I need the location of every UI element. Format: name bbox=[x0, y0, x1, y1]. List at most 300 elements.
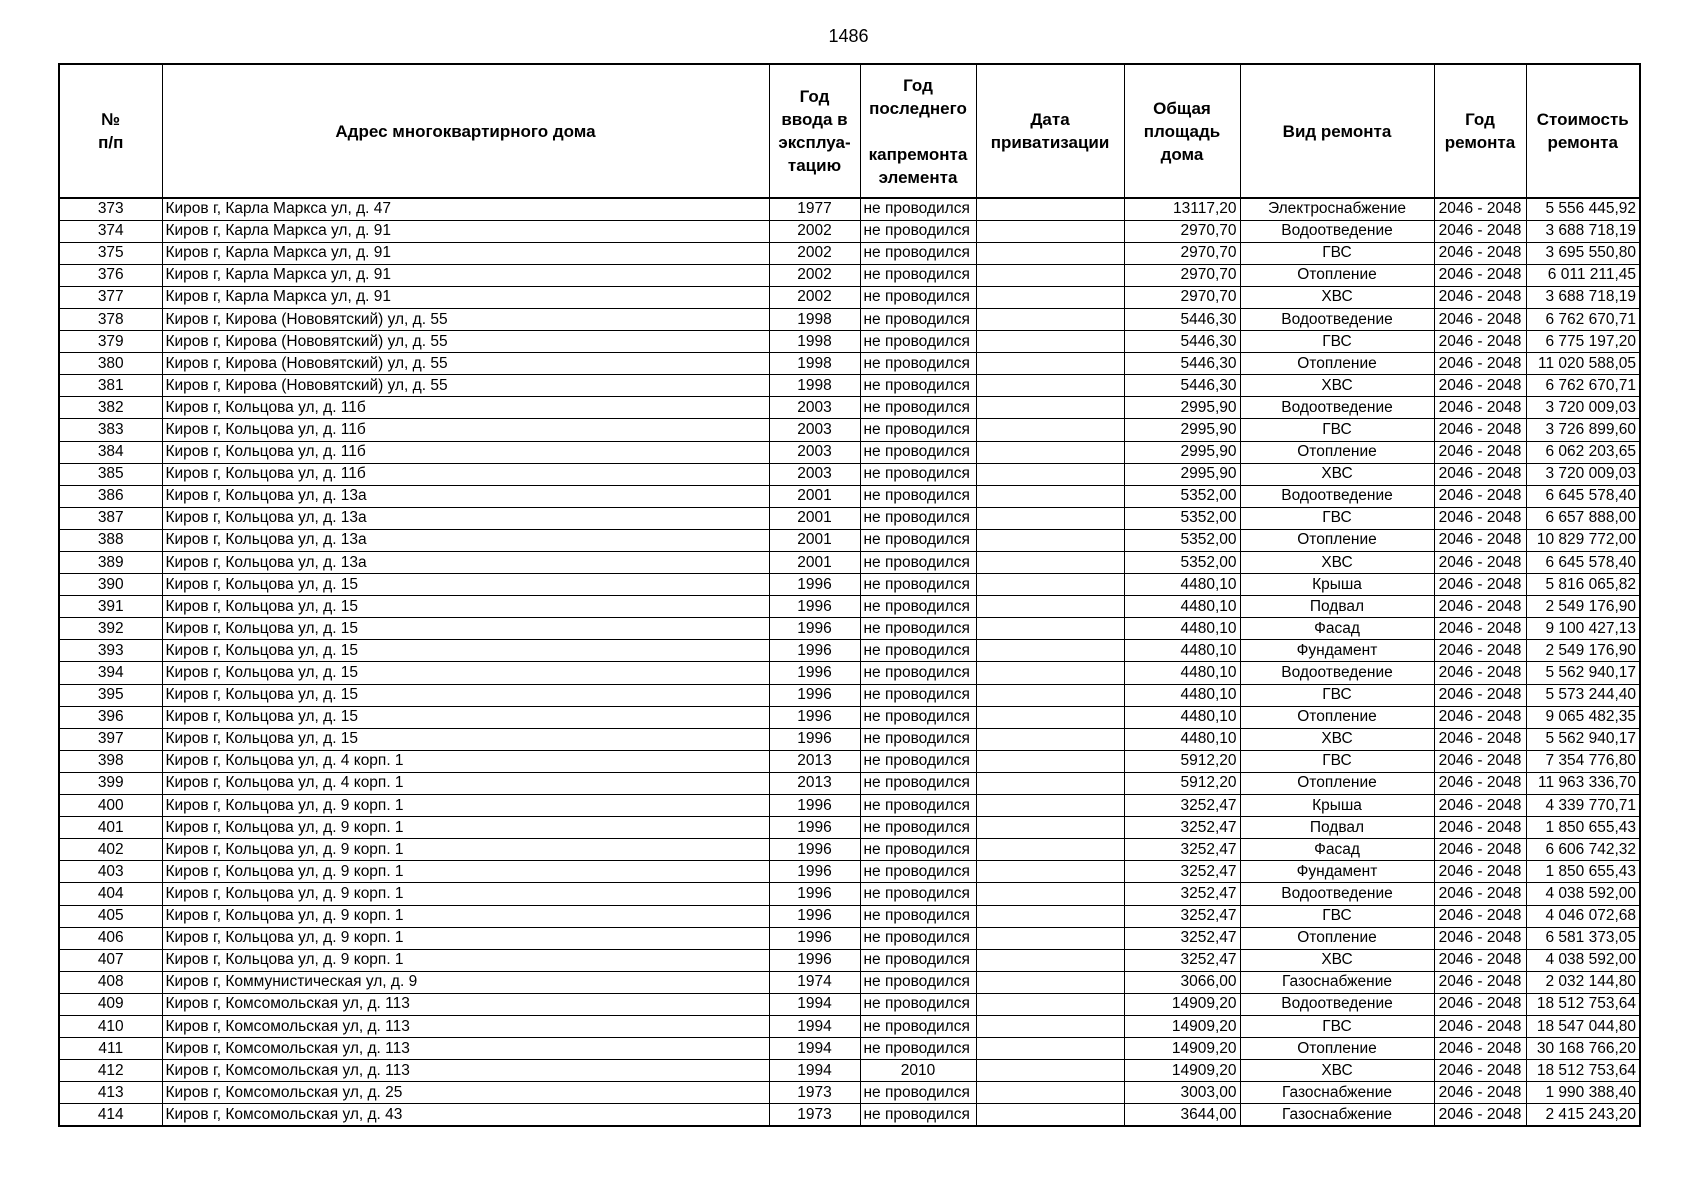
cell-area: 2970,70 bbox=[1124, 242, 1240, 264]
cell-repair-type: ГВС bbox=[1240, 750, 1434, 772]
cell-repair-type: Отопление bbox=[1240, 772, 1434, 794]
cell-address: Киров г, Кирова (Нововятский) ул, д. 55 bbox=[162, 331, 769, 353]
cell-repair-year: 2046 - 2048 bbox=[1434, 618, 1526, 640]
cell-address: Киров г, Комсомольская ул, д. 25 bbox=[162, 1082, 769, 1104]
cell-cost: 2 032 144,80 bbox=[1526, 971, 1640, 993]
cell-privatization bbox=[976, 706, 1124, 728]
cell-year-built: 1977 bbox=[769, 198, 860, 220]
cell-year-built: 1996 bbox=[769, 883, 860, 905]
cell-last-repair: не проводился bbox=[860, 286, 976, 308]
cell-num: 400 bbox=[59, 795, 162, 817]
cell-repair-type: Крыша bbox=[1240, 574, 1434, 596]
cell-last-repair: не проводился bbox=[860, 618, 976, 640]
cell-repair-type: ХВС bbox=[1240, 463, 1434, 485]
cell-privatization bbox=[976, 1015, 1124, 1037]
header-year-built-label: Год ввода в эксплуа- тацию bbox=[778, 87, 851, 175]
cell-repair-type: ГВС bbox=[1240, 684, 1434, 706]
cell-address: Киров г, Карла Маркса ул, д. 91 bbox=[162, 242, 769, 264]
cell-address: Киров г, Кольцова ул, д. 9 корп. 1 bbox=[162, 795, 769, 817]
cell-repair-type: Водоотведение bbox=[1240, 662, 1434, 684]
table-row bbox=[59, 198, 1640, 220]
cell-repair-type: Отопление bbox=[1240, 353, 1434, 375]
cell-address: Киров г, Кольцова ул, д. 11б bbox=[162, 463, 769, 485]
cell-last-repair: не проводился bbox=[860, 375, 976, 397]
cell-last-repair: не проводился bbox=[860, 640, 976, 662]
cell-repair-year: 2046 - 2048 bbox=[1434, 353, 1526, 375]
header-privatization-label: Дата приватизации bbox=[990, 110, 1110, 152]
cell-last-repair: не проводился bbox=[860, 397, 976, 419]
table-row bbox=[59, 839, 1640, 861]
cell-last-repair: не проводился bbox=[860, 927, 976, 949]
cell-repair-type: ХВС bbox=[1240, 286, 1434, 308]
header-last-repair-label: Год последнего капремонта элемента bbox=[868, 75, 968, 187]
cell-cost: 6 011 211,45 bbox=[1526, 264, 1640, 286]
cell-num: 396 bbox=[59, 706, 162, 728]
cell-area: 14909,20 bbox=[1124, 1060, 1240, 1082]
cell-address: Киров г, Комсомольская ул, д. 113 bbox=[162, 1060, 769, 1082]
cell-address: Киров г, Карла Маркса ул, д. 47 bbox=[162, 198, 769, 220]
cell-address: Киров г, Кольцова ул, д. 4 корп. 1 bbox=[162, 750, 769, 772]
cell-privatization bbox=[976, 574, 1124, 596]
cell-num: 405 bbox=[59, 905, 162, 927]
cell-address: Киров г, Кольцова ул, д. 9 корп. 1 bbox=[162, 839, 769, 861]
table-row bbox=[59, 441, 1640, 463]
cell-privatization bbox=[976, 397, 1124, 419]
cell-cost: 6 762 670,71 bbox=[1526, 375, 1640, 397]
table-row bbox=[59, 817, 1640, 839]
cell-repair-type: Газоснабжение bbox=[1240, 1104, 1434, 1126]
cell-repair-year: 2046 - 2048 bbox=[1434, 397, 1526, 419]
cell-cost: 7 354 776,80 bbox=[1526, 750, 1640, 772]
cell-area: 4480,10 bbox=[1124, 662, 1240, 684]
table-row bbox=[59, 927, 1640, 949]
cell-privatization bbox=[976, 375, 1124, 397]
cell-privatization bbox=[976, 971, 1124, 993]
cell-cost: 3 695 550,80 bbox=[1526, 242, 1640, 264]
cell-repair-year: 2046 - 2048 bbox=[1434, 441, 1526, 463]
cell-area: 4480,10 bbox=[1124, 684, 1240, 706]
table-row bbox=[59, 728, 1640, 750]
cell-address: Киров г, Кольцова ул, д. 15 bbox=[162, 684, 769, 706]
cell-cost: 5 562 940,17 bbox=[1526, 728, 1640, 750]
cell-repair-year: 2046 - 2048 bbox=[1434, 574, 1526, 596]
cell-year-built: 1973 bbox=[769, 1104, 860, 1126]
cell-privatization bbox=[976, 662, 1124, 684]
cell-last-repair: не проводился bbox=[860, 463, 976, 485]
cell-address: Киров г, Кольцова ул, д. 13а bbox=[162, 529, 769, 551]
cell-address: Киров г, Кольцова ул, д. 15 bbox=[162, 728, 769, 750]
table-header bbox=[59, 64, 1640, 198]
cell-repair-type: ХВС bbox=[1240, 949, 1434, 971]
cell-year-built: 2003 bbox=[769, 463, 860, 485]
cell-repair-year: 2046 - 2048 bbox=[1434, 419, 1526, 441]
cell-last-repair: не проводился bbox=[860, 706, 976, 728]
cell-repair-type: Водоотведение bbox=[1240, 993, 1434, 1015]
cell-num: 401 bbox=[59, 817, 162, 839]
header-privatization bbox=[976, 64, 1124, 198]
cell-num: 413 bbox=[59, 1082, 162, 1104]
cell-cost: 2 549 176,90 bbox=[1526, 596, 1640, 618]
table-row bbox=[59, 375, 1640, 397]
cell-year-built: 2002 bbox=[769, 242, 860, 264]
cell-repair-type: Отопление bbox=[1240, 441, 1434, 463]
table-row bbox=[59, 1060, 1640, 1082]
cell-repair-year: 2046 - 2048 bbox=[1434, 331, 1526, 353]
header-area bbox=[1124, 64, 1240, 198]
cell-privatization bbox=[976, 839, 1124, 861]
cell-year-built: 1996 bbox=[769, 706, 860, 728]
table-row bbox=[59, 883, 1640, 905]
header-row bbox=[59, 64, 1640, 198]
cell-repair-year: 2046 - 2048 bbox=[1434, 993, 1526, 1015]
cell-repair-year: 2046 - 2048 bbox=[1434, 1082, 1526, 1104]
cell-area: 13117,20 bbox=[1124, 198, 1240, 220]
cell-cost: 9 100 427,13 bbox=[1526, 618, 1640, 640]
cell-privatization bbox=[976, 220, 1124, 242]
cell-last-repair: не проводился bbox=[860, 198, 976, 220]
cell-repair-type: ГВС bbox=[1240, 419, 1434, 441]
cell-area: 3252,47 bbox=[1124, 861, 1240, 883]
cell-privatization bbox=[976, 817, 1124, 839]
cell-last-repair: не проводился bbox=[860, 971, 976, 993]
cell-year-built: 1996 bbox=[769, 728, 860, 750]
cell-year-built: 1998 bbox=[769, 375, 860, 397]
cell-cost: 1 850 655,43 bbox=[1526, 861, 1640, 883]
cell-area: 14909,20 bbox=[1124, 1038, 1240, 1060]
cell-year-built: 2003 bbox=[769, 419, 860, 441]
cell-area: 3252,47 bbox=[1124, 839, 1240, 861]
cell-address: Киров г, Кольцова ул, д. 15 bbox=[162, 706, 769, 728]
table-row bbox=[59, 552, 1640, 574]
cell-repair-type: Крыша bbox=[1240, 795, 1434, 817]
cell-area: 2995,90 bbox=[1124, 463, 1240, 485]
cell-num: 393 bbox=[59, 640, 162, 662]
cell-area: 2970,70 bbox=[1124, 264, 1240, 286]
cell-year-built: 1998 bbox=[769, 308, 860, 330]
cell-repair-type: Фундамент bbox=[1240, 640, 1434, 662]
cell-cost: 6 581 373,05 bbox=[1526, 927, 1640, 949]
cell-cost: 5 573 244,40 bbox=[1526, 684, 1640, 706]
cell-year-built: 1994 bbox=[769, 1038, 860, 1060]
header-num-label: № п/п bbox=[98, 110, 124, 152]
cell-num: 380 bbox=[59, 353, 162, 375]
table-row bbox=[59, 618, 1640, 640]
cell-num: 377 bbox=[59, 286, 162, 308]
cell-num: 378 bbox=[59, 308, 162, 330]
cell-repair-type: ГВС bbox=[1240, 905, 1434, 927]
cell-cost: 30 168 766,20 bbox=[1526, 1038, 1640, 1060]
cell-area: 5912,20 bbox=[1124, 772, 1240, 794]
cell-year-built: 2013 bbox=[769, 750, 860, 772]
table-row bbox=[59, 507, 1640, 529]
header-cost-label: Стоимость ремонта bbox=[1536, 110, 1629, 152]
cell-privatization bbox=[976, 750, 1124, 772]
cell-privatization bbox=[976, 463, 1124, 485]
cell-address: Киров г, Карла Маркса ул, д. 91 bbox=[162, 264, 769, 286]
cell-repair-year: 2046 - 2048 bbox=[1434, 198, 1526, 220]
cell-area: 3252,47 bbox=[1124, 905, 1240, 927]
cell-repair-year: 2046 - 2048 bbox=[1434, 463, 1526, 485]
cell-num: 388 bbox=[59, 529, 162, 551]
cell-num: 402 bbox=[59, 839, 162, 861]
cell-year-built: 1996 bbox=[769, 684, 860, 706]
cell-privatization bbox=[976, 552, 1124, 574]
table-row bbox=[59, 242, 1640, 264]
table-row bbox=[59, 1104, 1640, 1126]
cell-num: 408 bbox=[59, 971, 162, 993]
cell-cost: 3 688 718,19 bbox=[1526, 286, 1640, 308]
cell-privatization bbox=[976, 927, 1124, 949]
cell-year-built: 2001 bbox=[769, 507, 860, 529]
cell-last-repair: не проводился bbox=[860, 662, 976, 684]
cell-repair-type: Водоотведение bbox=[1240, 883, 1434, 905]
cell-last-repair: не проводился bbox=[860, 220, 976, 242]
table-row bbox=[59, 1082, 1640, 1104]
cell-repair-year: 2046 - 2048 bbox=[1434, 1104, 1526, 1126]
cell-year-built: 1996 bbox=[769, 574, 860, 596]
cell-address: Киров г, Кольцова ул, д. 9 корп. 1 bbox=[162, 927, 769, 949]
cell-area: 14909,20 bbox=[1124, 993, 1240, 1015]
cell-num: 381 bbox=[59, 375, 162, 397]
cell-area: 5446,30 bbox=[1124, 353, 1240, 375]
cell-year-built: 1994 bbox=[769, 1060, 860, 1082]
cell-cost: 4 038 592,00 bbox=[1526, 949, 1640, 971]
table-row bbox=[59, 596, 1640, 618]
cell-cost: 1 850 655,43 bbox=[1526, 817, 1640, 839]
cell-repair-type: Газоснабжение bbox=[1240, 971, 1434, 993]
cell-year-built: 2003 bbox=[769, 441, 860, 463]
cell-area: 5352,00 bbox=[1124, 485, 1240, 507]
cell-repair-year: 2046 - 2048 bbox=[1434, 750, 1526, 772]
cell-num: 391 bbox=[59, 596, 162, 618]
cell-cost: 3 720 009,03 bbox=[1526, 463, 1640, 485]
cell-num: 384 bbox=[59, 441, 162, 463]
cell-cost: 2 549 176,90 bbox=[1526, 640, 1640, 662]
cell-year-built: 1996 bbox=[769, 905, 860, 927]
cell-num: 409 bbox=[59, 993, 162, 1015]
cell-last-repair: не проводился bbox=[860, 949, 976, 971]
cell-repair-year: 2046 - 2048 bbox=[1434, 529, 1526, 551]
cell-num: 374 bbox=[59, 220, 162, 242]
cell-last-repair: не проводился bbox=[860, 1082, 976, 1104]
table-row bbox=[59, 861, 1640, 883]
cell-repair-year: 2046 - 2048 bbox=[1434, 286, 1526, 308]
cell-last-repair: не проводился bbox=[860, 441, 976, 463]
cell-last-repair: не проводился bbox=[860, 353, 976, 375]
cell-area: 5352,00 bbox=[1124, 507, 1240, 529]
header-repair-year-label: Год ремонта bbox=[1444, 110, 1516, 152]
cell-address: Киров г, Кирова (Нововятский) ул, д. 55 bbox=[162, 308, 769, 330]
cell-cost: 11 963 336,70 bbox=[1526, 772, 1640, 794]
cell-last-repair: не проводился bbox=[860, 264, 976, 286]
cell-last-repair: 2010 bbox=[860, 1060, 976, 1082]
cell-area: 3252,47 bbox=[1124, 927, 1240, 949]
cell-repair-year: 2046 - 2048 bbox=[1434, 308, 1526, 330]
cell-privatization bbox=[976, 1104, 1124, 1126]
cell-area: 4480,10 bbox=[1124, 574, 1240, 596]
cell-repair-type: ХВС bbox=[1240, 1060, 1434, 1082]
cell-repair-type: Фасад bbox=[1240, 618, 1434, 640]
cell-area: 5446,30 bbox=[1124, 308, 1240, 330]
table-row bbox=[59, 574, 1640, 596]
cell-repair-type: Отопление bbox=[1240, 927, 1434, 949]
cell-repair-type: ГВС bbox=[1240, 1015, 1434, 1037]
cell-year-built: 1996 bbox=[769, 949, 860, 971]
cell-privatization bbox=[976, 441, 1124, 463]
table-row bbox=[59, 463, 1640, 485]
cell-year-built: 2013 bbox=[769, 772, 860, 794]
cell-address: Киров г, Кольцова ул, д. 11б bbox=[162, 419, 769, 441]
cell-privatization bbox=[976, 485, 1124, 507]
cell-cost: 6 062 203,65 bbox=[1526, 441, 1640, 463]
cell-last-repair: не проводился bbox=[860, 993, 976, 1015]
cell-year-built: 1998 bbox=[769, 331, 860, 353]
cell-repair-year: 2046 - 2048 bbox=[1434, 1060, 1526, 1082]
cell-privatization bbox=[976, 861, 1124, 883]
cell-repair-year: 2046 - 2048 bbox=[1434, 971, 1526, 993]
cell-num: 382 bbox=[59, 397, 162, 419]
header-address-label: Адрес многоквартирного дома bbox=[335, 121, 596, 141]
table-row bbox=[59, 993, 1640, 1015]
cell-area: 5352,00 bbox=[1124, 552, 1240, 574]
cell-cost: 3 688 718,19 bbox=[1526, 220, 1640, 242]
table-row bbox=[59, 662, 1640, 684]
cell-last-repair: не проводился bbox=[860, 574, 976, 596]
cell-address: Киров г, Карла Маркса ул, д. 91 bbox=[162, 220, 769, 242]
cell-repair-type: Отопление bbox=[1240, 264, 1434, 286]
cell-num: 392 bbox=[59, 618, 162, 640]
cell-repair-type: Фундамент bbox=[1240, 861, 1434, 883]
cell-cost: 18 512 753,64 bbox=[1526, 1060, 1640, 1082]
header-repair-type-label: Вид ремонта bbox=[1282, 121, 1392, 141]
cell-address: Киров г, Комсомольская ул, д. 113 bbox=[162, 1038, 769, 1060]
cell-privatization bbox=[976, 242, 1124, 264]
header-repair-year bbox=[1434, 64, 1526, 198]
header-area-label: Общая площадь дома bbox=[1143, 98, 1221, 164]
cell-cost: 2 415 243,20 bbox=[1526, 1104, 1640, 1126]
cell-address: Киров г, Кольцова ул, д. 13а bbox=[162, 507, 769, 529]
cell-address: Киров г, Кольцова ул, д. 9 корп. 1 bbox=[162, 883, 769, 905]
cell-cost: 6 645 578,40 bbox=[1526, 552, 1640, 574]
cell-address: Киров г, Кольцова ул, д. 15 bbox=[162, 574, 769, 596]
cell-last-repair: не проводился bbox=[860, 529, 976, 551]
cell-repair-year: 2046 - 2048 bbox=[1434, 640, 1526, 662]
table-row bbox=[59, 640, 1640, 662]
cell-repair-type: ХВС bbox=[1240, 552, 1434, 574]
cell-repair-year: 2046 - 2048 bbox=[1434, 1038, 1526, 1060]
cell-cost: 5 556 445,92 bbox=[1526, 198, 1640, 220]
table-row bbox=[59, 772, 1640, 794]
table-row bbox=[59, 308, 1640, 330]
cell-privatization bbox=[976, 618, 1124, 640]
cell-cost: 6 775 197,20 bbox=[1526, 331, 1640, 353]
header-year-built bbox=[769, 64, 860, 198]
cell-privatization bbox=[976, 419, 1124, 441]
header-cost bbox=[1526, 64, 1640, 198]
cell-year-built: 2002 bbox=[769, 220, 860, 242]
cell-address: Киров г, Кольцова ул, д. 11б bbox=[162, 441, 769, 463]
cell-last-repair: не проводился bbox=[860, 861, 976, 883]
cell-num: 406 bbox=[59, 927, 162, 949]
cell-area: 2995,90 bbox=[1124, 397, 1240, 419]
cell-area: 5352,00 bbox=[1124, 529, 1240, 551]
cell-area: 5912,20 bbox=[1124, 750, 1240, 772]
cell-num: 373 bbox=[59, 198, 162, 220]
cell-address: Киров г, Кольцова ул, д. 15 bbox=[162, 640, 769, 662]
repair-registry-table bbox=[58, 63, 1641, 1127]
cell-num: 412 bbox=[59, 1060, 162, 1082]
cell-year-built: 1996 bbox=[769, 662, 860, 684]
cell-repair-year: 2046 - 2048 bbox=[1434, 1015, 1526, 1037]
cell-address: Киров г, Кольцова ул, д. 9 корп. 1 bbox=[162, 817, 769, 839]
cell-repair-year: 2046 - 2048 bbox=[1434, 772, 1526, 794]
cell-address: Киров г, Кольцова ул, д. 9 корп. 1 bbox=[162, 861, 769, 883]
cell-privatization bbox=[976, 264, 1124, 286]
table-row bbox=[59, 529, 1640, 551]
cell-privatization bbox=[976, 772, 1124, 794]
cell-privatization bbox=[976, 795, 1124, 817]
cell-cost: 6 645 578,40 bbox=[1526, 485, 1640, 507]
cell-cost: 18 512 753,64 bbox=[1526, 993, 1640, 1015]
cell-privatization bbox=[976, 529, 1124, 551]
cell-num: 394 bbox=[59, 662, 162, 684]
cell-repair-year: 2046 - 2048 bbox=[1434, 706, 1526, 728]
table-row bbox=[59, 264, 1640, 286]
cell-area: 14909,20 bbox=[1124, 1015, 1240, 1037]
cell-address: Киров г, Кольцова ул, д. 9 корп. 1 bbox=[162, 949, 769, 971]
cell-num: 407 bbox=[59, 949, 162, 971]
cell-year-built: 1996 bbox=[769, 795, 860, 817]
cell-address: Киров г, Кольцова ул, д. 9 корп. 1 bbox=[162, 905, 769, 927]
cell-repair-type: Водоотведение bbox=[1240, 220, 1434, 242]
cell-address: Киров г, Кольцова ул, д. 15 bbox=[162, 618, 769, 640]
cell-last-repair: не проводился bbox=[860, 1104, 976, 1126]
cell-last-repair: не проводился bbox=[860, 485, 976, 507]
cell-num: 399 bbox=[59, 772, 162, 794]
cell-cost: 6 606 742,32 bbox=[1526, 839, 1640, 861]
cell-last-repair: не проводился bbox=[860, 750, 976, 772]
cell-year-built: 1996 bbox=[769, 618, 860, 640]
cell-year-built: 2002 bbox=[769, 264, 860, 286]
cell-cost: 4 038 592,00 bbox=[1526, 883, 1640, 905]
header-address bbox=[162, 64, 769, 198]
cell-year-built: 1974 bbox=[769, 971, 860, 993]
table-row bbox=[59, 353, 1640, 375]
cell-privatization bbox=[976, 507, 1124, 529]
cell-num: 404 bbox=[59, 883, 162, 905]
cell-privatization bbox=[976, 728, 1124, 750]
cell-last-repair: не проводился bbox=[860, 772, 976, 794]
cell-privatization bbox=[976, 684, 1124, 706]
cell-year-built: 1994 bbox=[769, 1015, 860, 1037]
cell-last-repair: не проводился bbox=[860, 552, 976, 574]
cell-address: Киров г, Кольцова ул, д. 4 корп. 1 bbox=[162, 772, 769, 794]
table-row bbox=[59, 706, 1640, 728]
cell-privatization bbox=[976, 905, 1124, 927]
table-row bbox=[59, 485, 1640, 507]
cell-repair-year: 2046 - 2048 bbox=[1434, 596, 1526, 618]
cell-address: Киров г, Карла Маркса ул, д. 91 bbox=[162, 286, 769, 308]
cell-num: 410 bbox=[59, 1015, 162, 1037]
page-number: 1486 bbox=[828, 26, 869, 46]
header-num bbox=[59, 64, 162, 198]
cell-repair-year: 2046 - 2048 bbox=[1434, 375, 1526, 397]
cell-last-repair: не проводился bbox=[860, 817, 976, 839]
cell-repair-type: ГВС bbox=[1240, 331, 1434, 353]
cell-num: 386 bbox=[59, 485, 162, 507]
cell-num: 387 bbox=[59, 507, 162, 529]
cell-repair-type: Подвал bbox=[1240, 817, 1434, 839]
